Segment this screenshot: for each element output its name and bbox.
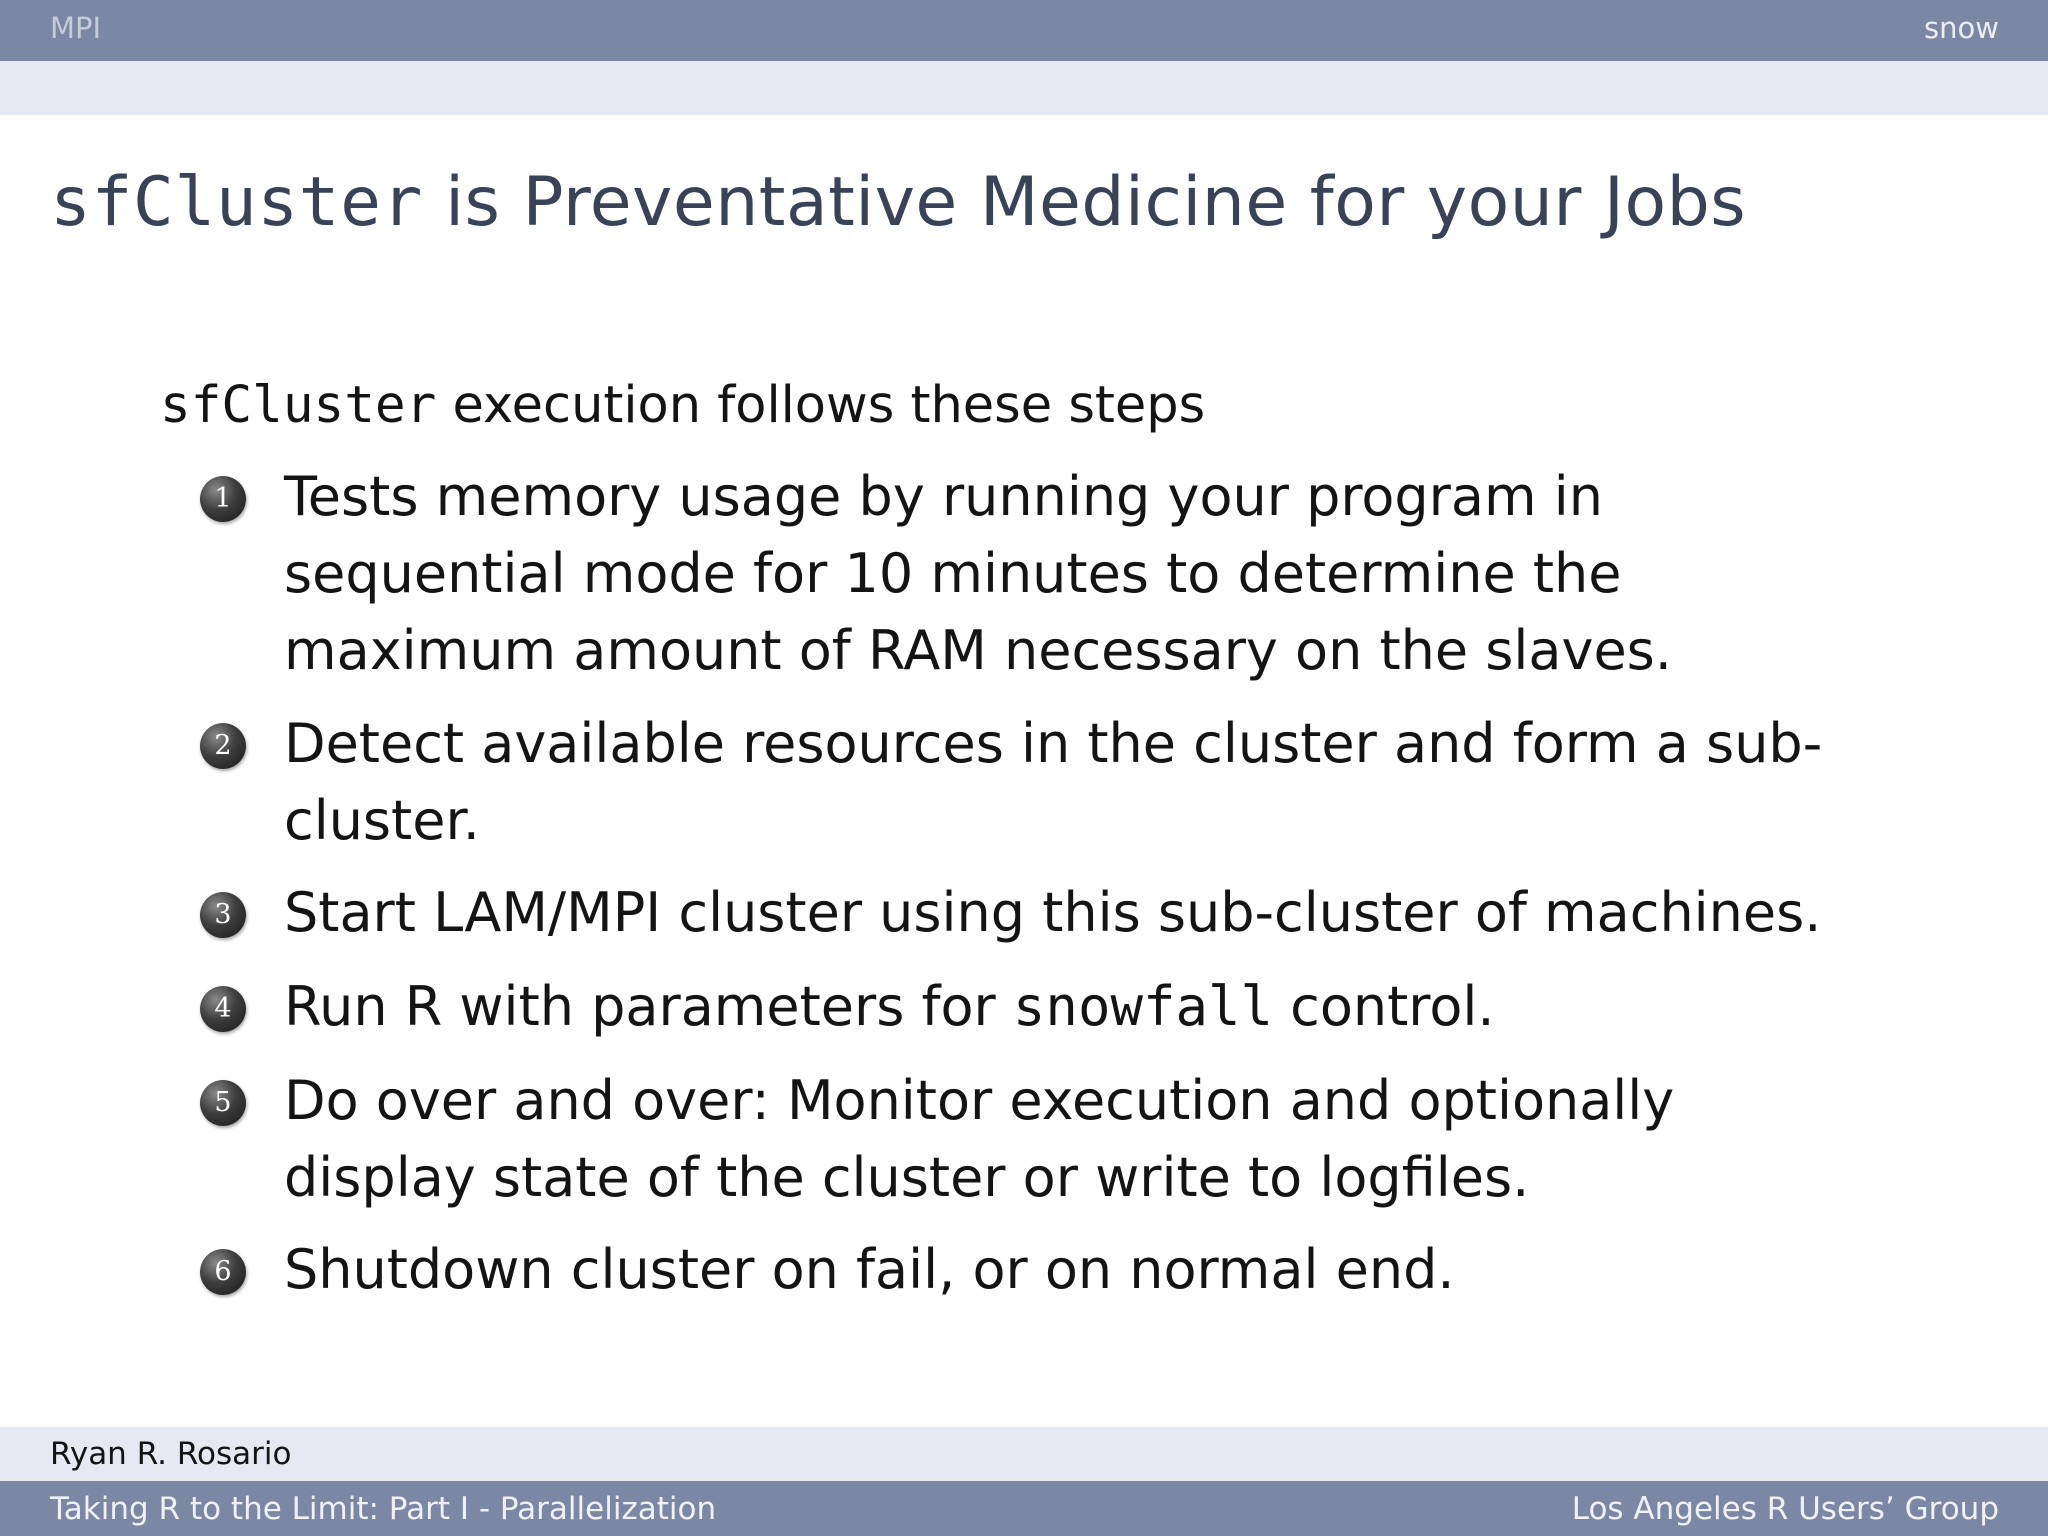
- intro-line: [160, 376, 1205, 435]
- step-text: Do over and over: Monitor execution and optionally display state of the cluster or write to logfiles.: [284, 1069, 1675, 1209]
- slide-title-code: sfCluster: [50, 163, 423, 242]
- footer-author-bar: [0, 1427, 2048, 1481]
- slide-title: [50, 163, 1746, 242]
- footer-title-bar: [0, 1481, 2048, 1536]
- step-text: [284, 968, 1844, 1045]
- step-number-badge: 2: [200, 723, 246, 769]
- intro-code: sfCluster: [160, 376, 437, 435]
- subsection-name[interactable]: snow: [1924, 11, 1999, 45]
- step-number-badge: 5: [200, 1080, 246, 1126]
- footer-organization: Los Angeles R Users’ Group: [1571, 1491, 1999, 1527]
- step-code: snowfall: [1012, 975, 1274, 1038]
- step-text: Tests memory usage by running your program in sequential mode for 10 minutes to determine the maximum amount of RAM necessary on the slaves.: [284, 465, 1672, 682]
- footer-talk-title: Taking R to the Limit: Part I - Parallelization: [50, 1491, 717, 1527]
- header-subbar: [0, 61, 2048, 115]
- step-number-badge: 1: [200, 476, 246, 522]
- step-text: Shutdown cluster on fail, or on normal end.: [284, 1238, 1455, 1301]
- step-number-badge: 3: [200, 892, 246, 938]
- step-text-after: control.: [1273, 975, 1495, 1038]
- step-text: Detect available resources in the cluster and form a sub-cluster.: [284, 712, 1823, 852]
- slide-title-text: is Preventative Medicine for your Jobs: [422, 163, 1747, 242]
- footer-author: Ryan R. Rosario: [50, 1436, 292, 1472]
- step-number-badge: 6: [200, 1249, 246, 1295]
- intro-text: execution follows these steps: [436, 376, 1206, 435]
- section-name[interactable]: MPI: [50, 11, 102, 45]
- step-text-before: Run R with parameters for: [284, 975, 1013, 1038]
- step-number-badge: 4: [200, 986, 246, 1032]
- step-text: Start LAM/MPI cluster using this sub-cluster of machines.: [284, 881, 1822, 944]
- header-bar: [0, 0, 2048, 61]
